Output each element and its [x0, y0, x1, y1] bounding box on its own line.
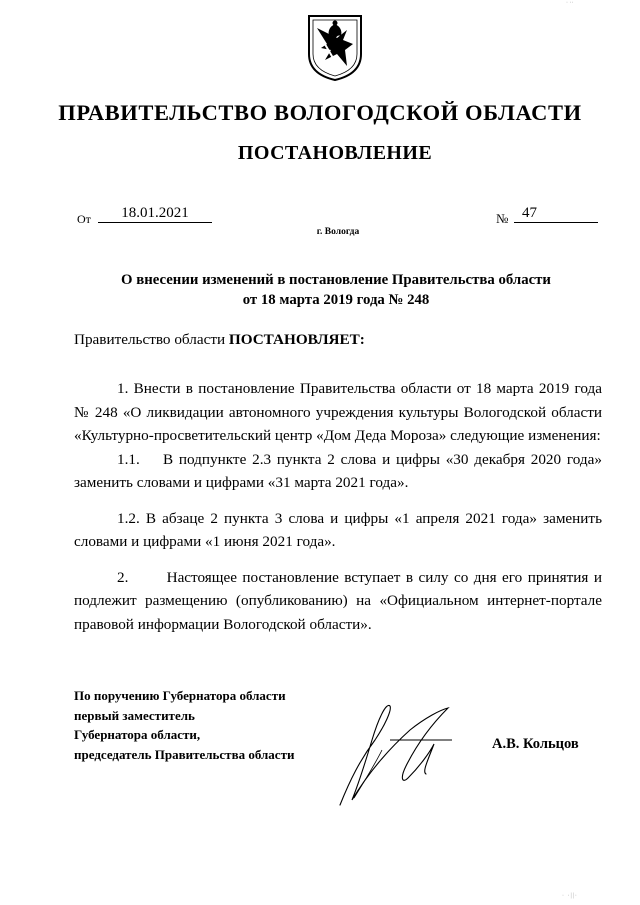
number-label: №: [496, 211, 509, 226]
signatory-line: первый заместитель: [74, 707, 195, 723]
signatory-title: [74, 686, 294, 764]
document-subject: [60, 270, 612, 310]
signatory-line: Губернатора области,: [74, 727, 201, 742]
scan-mark: · ·||·: [562, 893, 578, 899]
subject-line-1: О внесении изменений в постановление Правительства области: [121, 272, 551, 288]
subject-line-2: от 18 марта 2019 года № 248: [242, 292, 430, 308]
document-date: 18.01.2021: [98, 205, 212, 223]
signatory-line: председатель Правительства области: [74, 746, 295, 762]
government-title: ПРАВИТЕЛЬСТВО ВОЛОГОДСКОЙ ОБЛАСТИ: [58, 100, 582, 125]
city-label: г. Вологда: [316, 227, 360, 237]
body-paragraph: 1.1. В подпункте 2.3 пункта 2 слова и цифры «30 декабря 2020 года» заменить словами и цифрами «31 марта 2021 года».: [74, 450, 602, 491]
coat-of-arms-icon: [307, 14, 363, 82]
body-paragraph: 2. Настоящее постановление вступает в силу со дня его принятия и подлежит размещению (опубликованию) на «Официальном интернет-портале правовой информации Вологодской области».: [74, 568, 602, 633]
preamble-text: Правительство области: [74, 331, 229, 348]
body-paragraph: 1.2. В абзаце 2 пункта 3 слова и цифры «1 апреля 2021 года» заменить словами и цифрами «1 июня 2021 года».: [74, 509, 602, 550]
preamble: [74, 331, 365, 349]
date-label: От: [77, 212, 91, 226]
scan-mark: · ··: [566, 0, 574, 6]
body-paragraph: 1. Внести в постановление Правительства области от 18 марта 2019 года № 248 «О ликвидации автономного учреждения культуры Вологодской области «Культурно-просветительский центр «Дом Деда Мороза» следующие изменения:: [74, 380, 602, 444]
preamble-emphasis: ПОСТАНОВЛЯЕТ:: [228, 331, 365, 348]
document-number: 47: [514, 205, 598, 223]
signatory-line: По поручению Губернатора области: [74, 688, 286, 703]
document-body: [74, 377, 602, 648]
signer-name: А.В. Кольцов: [492, 736, 579, 752]
handwritten-signature-icon: [330, 700, 480, 810]
document-type: ПОСТАНОВЛЕНИЕ: [237, 142, 433, 164]
